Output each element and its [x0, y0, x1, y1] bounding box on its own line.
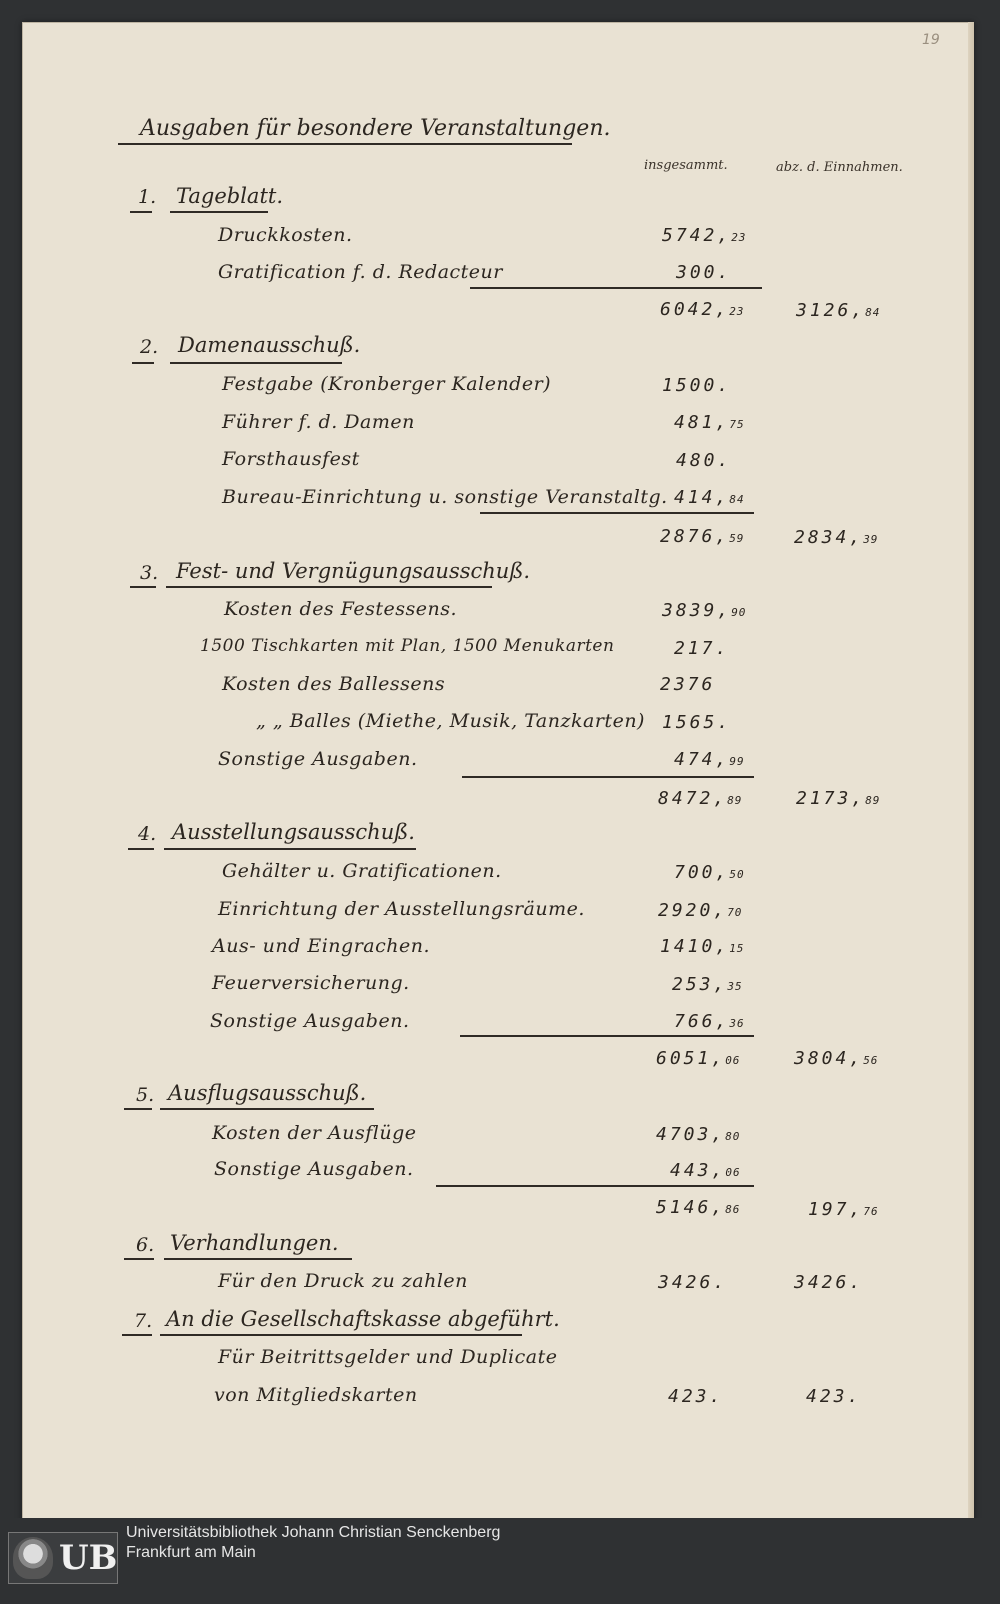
- page-heading: Ausgaben für besondere Veranstaltungen.: [140, 116, 611, 141]
- expense-label: Bureau-Einrichtung u. sonstige Veranstaltg.: [222, 486, 668, 508]
- expense-label: „ „ Balles (Miethe, Musik, Tanzkarten): [256, 710, 645, 732]
- expense-amount: 2920,70: [658, 900, 743, 921]
- expense-label: Sonstige Ausgaben.: [210, 1010, 410, 1032]
- expense-amount: 217.: [674, 638, 730, 659]
- expense-amount: 2376: [660, 674, 716, 695]
- section-net: 197,76: [808, 1199, 879, 1220]
- expense-label: 1500 Tischkarten mit Plan, 1500 Menukarten: [200, 636, 615, 656]
- library-footer: [0, 1518, 1000, 1604]
- section-title-underline: [164, 848, 416, 850]
- expense-label: Kosten des Ballessens: [222, 673, 446, 695]
- section-number-underline: [122, 1334, 152, 1336]
- expense-amount: 1565.: [662, 712, 732, 733]
- library-location: Frankfurt am Main: [126, 1544, 256, 1561]
- section-net: 3804,56: [794, 1048, 879, 1069]
- section-number-underline: [130, 586, 156, 588]
- section-total: 2876,59: [660, 526, 745, 547]
- sum-line: [436, 1185, 754, 1187]
- section-net: 3126,84: [796, 300, 881, 321]
- column-header-net: abz. d. Einnahmen.: [776, 160, 903, 175]
- section-number-underline: [128, 848, 154, 850]
- logo-text: UB: [59, 1538, 118, 1578]
- expense-amount: 1410,15: [660, 936, 745, 957]
- expense-label: Einrichtung der Ausstellungsräume.: [218, 898, 585, 920]
- column-header-total: insgesammt.: [644, 158, 728, 173]
- section-number: 3.: [140, 562, 159, 584]
- expense-amount: 480.: [676, 450, 732, 471]
- section-title: An die Gesellschaftskasse abgeführt.: [166, 1307, 560, 1331]
- expense-label: Gehälter u. Gratificationen.: [222, 860, 502, 882]
- section-title: Verhandlungen.: [170, 1231, 339, 1255]
- expense-label: Führer f. d. Damen: [222, 411, 415, 433]
- section-title: Ausflugsausschuß.: [168, 1081, 367, 1105]
- sum-line: [462, 776, 754, 778]
- section-net: 2834,39: [794, 527, 879, 548]
- expense-label: Druckkosten.: [218, 224, 353, 246]
- expense-amount: 3426.: [658, 1272, 728, 1293]
- section-title-underline: [160, 1334, 522, 1336]
- expense-amount: 423.: [668, 1386, 724, 1407]
- section-total: 6042,23: [660, 299, 745, 320]
- page-number: 19: [922, 32, 940, 48]
- section-number-underline: [132, 362, 154, 364]
- section-title-underline: [160, 1108, 374, 1110]
- section-number-underline: [124, 1258, 154, 1260]
- expense-label: Für den Druck zu zahlen: [218, 1270, 468, 1292]
- expense-amount: 3839,90: [662, 600, 747, 621]
- section-title: Tageblatt.: [176, 184, 283, 208]
- section-title: Damenausschuß.: [178, 333, 361, 357]
- expense-label: Kosten der Ausflüge: [212, 1122, 417, 1144]
- expense-label: Feuerversicherung.: [212, 972, 410, 994]
- expense-label: Sonstige Ausgaben.: [218, 748, 418, 770]
- expense-amount: 700,50: [674, 862, 745, 883]
- expense-amount: 474,99: [674, 749, 745, 770]
- section-net: 3426.: [794, 1272, 864, 1293]
- section-title: Ausstellungsausschuß.: [172, 820, 415, 844]
- sum-line: [480, 512, 754, 514]
- section-number: 2.: [140, 336, 159, 358]
- section-number: 7.: [134, 1310, 153, 1332]
- section-title: Fest- und Vergnügungsausschuß.: [176, 559, 531, 583]
- expense-amount: 443,06: [670, 1160, 741, 1181]
- expense-label: Für Beitrittsgelder und Duplicate: [218, 1346, 558, 1368]
- sum-line: [460, 1035, 754, 1037]
- section-number: 4.: [138, 823, 157, 845]
- section-number: 6.: [136, 1234, 155, 1256]
- expense-amount: 481,75: [674, 412, 745, 433]
- expense-label: von Mitgliedskarten: [214, 1384, 418, 1406]
- expense-amount: 253,35: [672, 974, 743, 995]
- expense-label: Kosten des Festessens.: [224, 598, 458, 620]
- section-number-underline: [130, 211, 152, 213]
- section-net: 423.: [806, 1386, 862, 1407]
- library-name: Universitätsbibliothek Johann Christian Senckenberg: [126, 1524, 501, 1541]
- expense-amount: 4703,80: [656, 1124, 741, 1145]
- section-number: 1.: [138, 186, 157, 208]
- section-net: 2173,89: [796, 788, 881, 809]
- portrait-icon: [13, 1537, 53, 1579]
- heading-underline: [118, 143, 572, 145]
- expense-label: Forsthausfest: [222, 448, 360, 470]
- section-number-underline: [124, 1108, 152, 1110]
- expense-label: Sonstige Ausgaben.: [214, 1158, 414, 1180]
- expense-amount: 300.: [676, 262, 732, 283]
- expense-label: Aus- und Eingrachen.: [212, 935, 430, 957]
- section-total: 8472,89: [658, 788, 743, 809]
- section-total: 6051,06: [656, 1048, 741, 1069]
- section-title-underline: [164, 1258, 352, 1260]
- library-logo: [8, 1532, 118, 1584]
- expense-label: Festgabe (Kronberger Kalender): [222, 373, 552, 395]
- section-title-underline: [170, 362, 342, 364]
- section-title-underline: [170, 211, 268, 213]
- expense-amount: 5742,23: [662, 225, 747, 246]
- expense-label: Gratification f. d. Redacteur: [218, 261, 503, 283]
- section-total: 5146,86: [656, 1197, 741, 1218]
- expense-amount: 1500.: [662, 375, 732, 396]
- section-number: 5.: [136, 1084, 155, 1106]
- section-title-underline: [166, 586, 492, 588]
- expense-amount: 414,84: [674, 487, 745, 508]
- sum-line: [470, 287, 762, 289]
- expense-amount: 766,36: [674, 1011, 745, 1032]
- page-edge: [968, 22, 974, 1532]
